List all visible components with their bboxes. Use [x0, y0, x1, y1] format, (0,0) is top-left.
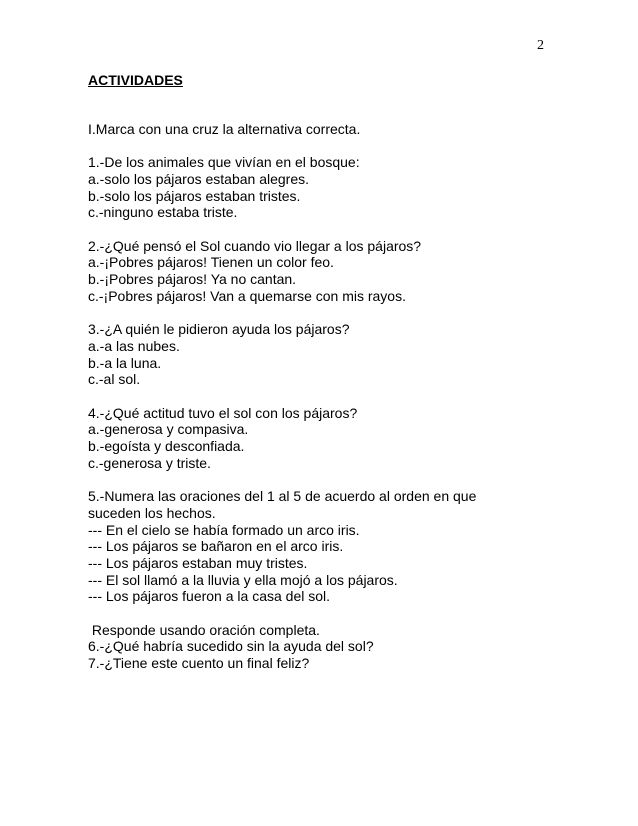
question-prompt: 4.-¿Qué actitud tuvo el sol con los pájaros?: [88, 404, 358, 421]
open-question: 6.-¿Qué habría sucedido sin la ayuda del sol?: [88, 638, 374, 655]
question-5: [88, 488, 568, 605]
ordering-item: --- El sol llamó a la lluvia y ella mojó a los pájaros.: [88, 571, 398, 588]
answer-option: a.-a las nubes.: [88, 337, 180, 354]
worksheet-content: [88, 72, 568, 672]
answer-option: c.-al sol.: [88, 371, 141, 388]
answer-option: b.-a la luna.: [88, 354, 162, 371]
answer-option: b.-¡Pobres pájaros! Ya no cantan.: [88, 271, 297, 287]
question-4: [88, 405, 568, 472]
open-questions-instruction: Responde usando oración completa.: [88, 621, 320, 638]
answer-option: a.-generosa y compasiva.: [88, 421, 249, 438]
question-1: [88, 154, 568, 221]
ordering-item: --- Los pájaros estaban muy tristes.: [88, 554, 308, 571]
answer-option: c.-¡Pobres pájaros! Van a quemarse con mis rayos.: [88, 287, 406, 304]
answer-option: b.-egoísta y desconfiada.: [88, 438, 245, 454]
question-prompt: 3.-¿A quién le pidieron ayuda los pájaros?: [88, 321, 350, 338]
question-prompt: 1.-De los animales que vivían en el bosque:: [88, 154, 360, 171]
question-3: [88, 321, 568, 388]
answer-option: a.-¡Pobres pájaros! Tienen un color feo.: [88, 254, 334, 271]
open-question: 7.-¿Tiene este cuento un final feliz?: [88, 655, 310, 672]
ordering-item: --- Los pájaros fueron a la casa del sol.: [88, 588, 331, 605]
answer-option: a.-solo los pájaros estaban alegres.: [88, 170, 310, 187]
instruction-text: I.Marca con una cruz la alternativa correcta.: [88, 120, 361, 137]
question-prompt: 5.-Numera las oraciones del 1 al 5 de acuerdo al orden en que: [88, 488, 477, 505]
question-prompt-continuation: suceden los hechos.: [88, 504, 216, 521]
page-title: ACTIVIDADES: [88, 72, 183, 88]
ordering-item: --- Los pájaros se bañaron en el arco iris.: [88, 538, 344, 555]
answer-option: c.-ninguno estaba triste.: [88, 204, 238, 221]
answer-option: c.-generosa y triste.: [88, 454, 211, 471]
page-number: 2: [537, 38, 544, 53]
open-questions: [88, 622, 568, 672]
ordering-item: --- En el cielo se había formado un arco iris.: [88, 521, 360, 538]
question-2: [88, 238, 568, 305]
answer-option: b.-solo los pájaros estaban tristes.: [88, 187, 301, 204]
question-prompt: 2.-¿Qué pensó el Sol cuando vio llegar a los pájaros?: [88, 237, 422, 254]
